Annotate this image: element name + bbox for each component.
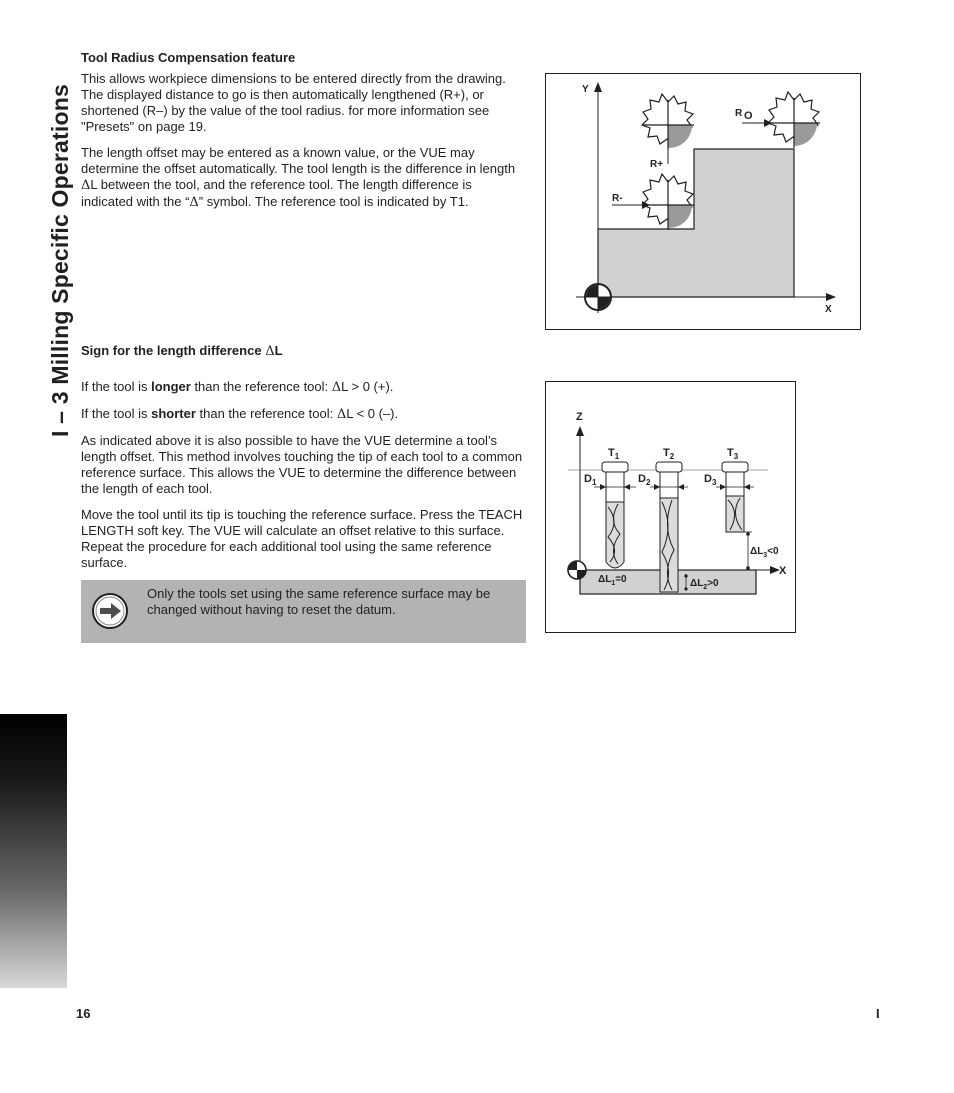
section-heading: [81, 343, 526, 359]
note-text: Only the tools set using the same reference surface may be changed without having to reset the datum.: [147, 586, 491, 617]
delta-symbol: Δ: [265, 344, 275, 359]
diameter-2-label: $D_2$: [638, 473, 651, 487]
note-box: [81, 580, 526, 643]
chapter-side-title-text: I – 3 Milling Specific Operations: [47, 84, 73, 437]
bold-term: longer: [151, 379, 191, 394]
tool-3-label: $T_3$: [727, 447, 739, 461]
paragraph: [81, 145, 526, 211]
figure-radius-compensation: [545, 73, 861, 330]
delta-symbol: Δ: [331, 380, 342, 395]
rule-longer: [81, 379, 526, 396]
page-number: 16: [76, 1006, 91, 1021]
tool-1: [602, 462, 628, 568]
tool-3: [722, 462, 748, 532]
delta-l3-label: $\Delta L_3<0$: [750, 546, 779, 559]
x-axis-label: X: [779, 565, 787, 577]
delta-l2-label: $\Delta L_2>0$: [690, 578, 719, 591]
z-axis-label: Z: [576, 411, 583, 423]
o-label: O: [744, 110, 753, 122]
delta-symbol: Δ: [81, 178, 91, 193]
footer-chapter: I: [876, 1006, 880, 1021]
r-label: R: [735, 108, 743, 119]
diameter-1-label: $D_1$: [584, 473, 597, 487]
delta-symbol: Δ: [189, 195, 199, 210]
section-length-difference: [81, 343, 526, 571]
chapter-gradient-tab: [0, 714, 67, 988]
text-run: L > 0 (+).: [341, 379, 394, 394]
text-run: If the tool is: [81, 379, 152, 394]
arrow-right-circle-icon: [91, 592, 129, 630]
text-run: ” symbol. The reference tool is indicated by T1.: [198, 194, 469, 209]
length-difference-diagram: [546, 382, 795, 632]
bold-term: shorter: [151, 406, 196, 421]
section-heading: Tool Radius Compensation feature: [81, 50, 296, 65]
chapter-side-title: [13, 52, 73, 437]
diameter-3-label: $D_3$: [704, 473, 717, 487]
cutter-tool-right: [768, 92, 820, 148]
datum-icon: [568, 561, 586, 579]
figure-length-difference: [545, 381, 796, 633]
radius-compensation-diagram: [546, 74, 860, 329]
text-run: If the tool is: [81, 406, 152, 421]
delta-symbol: Δ: [336, 407, 347, 422]
r-minus-label: R-: [612, 193, 623, 204]
tool-1-label: $T_1$: [608, 447, 620, 461]
text-run: L < 0 (–).: [346, 406, 399, 421]
paragraph: This allows workpiece dimensions to be entered directly from the drawing. The displayed distance to go is then automatically lengthened (R+), or shortened (R–) by the value of the tool radius. for more information see "Presets" on page 19.: [81, 71, 506, 134]
paragraph: As indicated above it is also possible to have the VUE determine a tool’s length offset. This method involves touching the tip of each tool to a common reference surface. This allows the VUE to determine the difference between the length of each tool.: [81, 433, 523, 496]
rule-shorter: [81, 406, 526, 423]
section-tool-radius: [81, 50, 526, 211]
text-run: than the reference tool:: [190, 379, 332, 394]
text-run: than the reference tool:: [195, 406, 337, 421]
heading-text: L: [274, 343, 283, 358]
heading-text: Sign for the length difference: [81, 343, 266, 358]
r-plus-label: R+: [650, 159, 664, 170]
y-axis-label: Y: [582, 84, 589, 95]
text-run: L between the tool, and the reference tool. The length difference is indicated with the “: [81, 177, 472, 209]
delta-l1-label: $\Delta L_1=0$: [598, 574, 627, 587]
tool-2-label: $T_2$: [663, 447, 675, 461]
paragraph: Move the tool until its tip is touching the reference surface. Press the TEACH LENGTH soft key. The VUE will calculate an offset relative to this surface. Repeat the procedure for each additional tool using the same reference surface.: [81, 507, 523, 570]
text-run: The length offset may be entered as a known value, or the VUE may determine the offset automatically. The tool length is the difference in length: [81, 145, 516, 176]
x-axis-label: X: [825, 304, 832, 315]
cutter-tool-bottom-left: [642, 174, 694, 230]
tool-2: [656, 462, 682, 592]
